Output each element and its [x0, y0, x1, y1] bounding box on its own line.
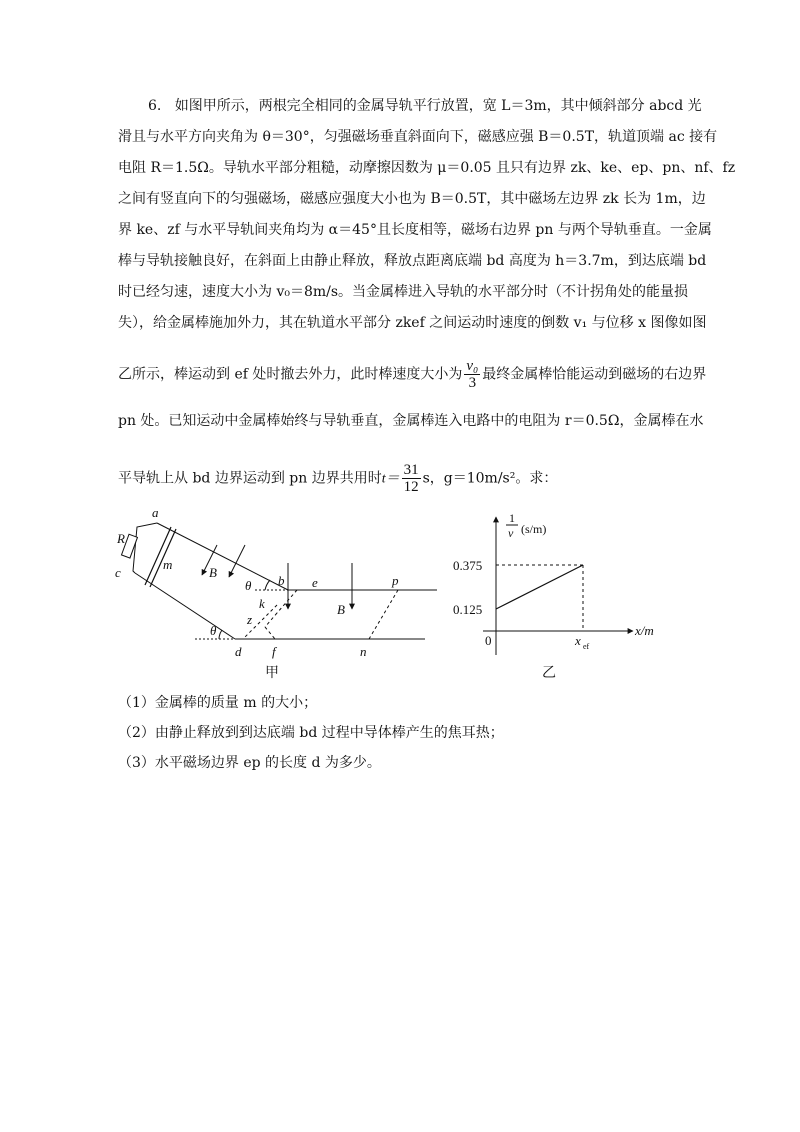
problem-line-8: 失），给金属棒施加外力，其在轨道水平部分 zkef 之间运动时速度的倒数 v₁ 与位移 x 图像如图	[118, 315, 707, 331]
label-z: z	[247, 612, 253, 627]
origin-label: 0	[485, 633, 492, 648]
problem-line-2: 滑且与水平方向夹角为 θ＝30°，匀强磁场垂直斜面向下，磁感应强 B＝0.5T，轨道顶端 ac 接有	[118, 129, 718, 145]
metal-rod	[145, 527, 171, 585]
fraction-v0-over-3: $\frac{\text{v₀}}{3}$	[466, 358, 479, 391]
question-3: （3）水平磁场边界 ep 的长度 d 为多少。	[118, 755, 381, 771]
figures	[105, 505, 665, 690]
problem-line-4: 之间有竖直向下的匀强磁场，磁感应强度大小也为 B＝0.5T，其中磁场左边界 zk 长为 1m，边	[118, 191, 706, 207]
problem-line-1: 6. 如图甲所示，两根完全相同的金属导轨平行放置，宽 L＝3m，其中倾斜部分 abcd 光	[148, 98, 702, 114]
figure-yi	[483, 517, 633, 655]
question-2: （2）由静止释放到到达底端 bd 过程中导体棒产生的焦耳热；	[118, 725, 504, 741]
fraction-31-over-12: $\frac{31}{12}$	[403, 462, 419, 495]
label-p: p	[392, 573, 399, 588]
problem-line-10: pn 处。已知运动中金属棒始终与导轨垂直，金属棒连入电路中的电阻为 r＝0.5Ω，金属棒在水	[118, 413, 704, 429]
problem-line-9: 乙所示，棒运动到 ef 处时撤去外力，此时棒速度大小为 $\frac{\text{v₀}}{3}$ 最终金属棒恰能运动到磁场的右边界	[118, 358, 707, 391]
problem-line-5: 界 ke、zf 与水平导轨间夹角均为 α＝45°且长度相等，磁场右边界 pn 与两个导轨垂直。一金属	[118, 222, 712, 238]
data-line	[496, 565, 583, 609]
figure-yi-labels	[453, 511, 654, 651]
boundary-zf	[265, 627, 275, 639]
incline-rail-top	[157, 523, 288, 590]
label-R: R	[117, 531, 125, 546]
caption-jia: 甲	[265, 666, 279, 681]
problem-line-11: 平导轨上从 bd 边界运动到 pn 边界共用时t＝ $\frac{31}{12}$ s，g＝10m/s²。求：	[118, 462, 558, 495]
angle-arc-bottom	[219, 630, 222, 639]
incline-rail-bottom	[135, 573, 235, 639]
boundary-pn	[369, 590, 398, 639]
y-label-den: v	[508, 526, 514, 540]
label-d: d	[235, 644, 242, 659]
problem-number: 6.	[148, 98, 162, 114]
label-n: n	[360, 644, 367, 659]
y-unit: (s/m)	[521, 522, 547, 536]
label-b: b	[278, 573, 285, 588]
y-tick-0.125: 0.125	[453, 602, 483, 617]
problem-line-3: 电阻 R＝1.5Ω。导轨水平部分粗糙，动摩擦因数为 μ＝0.05 且只有边界 zk、ke、ep、pn、nf、fz	[118, 160, 736, 176]
label-c: c	[115, 565, 121, 580]
problem-line-6: 棒与导轨接触良好，在斜面上由静止释放，释放点距离底端 bd 高度为 h＝3.7m，到达底端 bd	[118, 253, 707, 269]
label-B1: B	[209, 565, 217, 580]
label-k: k	[259, 596, 265, 611]
label-e: e	[312, 575, 318, 590]
label-theta1: θ	[245, 578, 252, 593]
label-B2: B	[337, 602, 345, 617]
y-tick-0.375: 0.375	[453, 558, 483, 573]
angle-arc-top	[265, 580, 270, 590]
problem-line-7: 时已经匀速，速度大小为 v₀＝8m/s。当金属棒进入导轨的水平部分时（不计拐角处的能量损	[118, 284, 689, 300]
x-tick-label: x	[575, 633, 581, 648]
boundary-ke	[277, 590, 297, 613]
x-axis-label: x/m	[635, 623, 654, 638]
y-label-num: 1	[509, 511, 515, 525]
caption-yi: 乙	[542, 666, 556, 681]
label-f: f	[272, 644, 276, 659]
x-tick-sub: ef	[583, 642, 590, 651]
label-m: m	[163, 557, 173, 572]
question-1: （1）金属棒的质量 m 的大小；	[118, 695, 318, 711]
label-theta2: θ	[210, 623, 217, 638]
figure-jia-labels	[115, 505, 399, 659]
label-a: a	[152, 505, 159, 520]
